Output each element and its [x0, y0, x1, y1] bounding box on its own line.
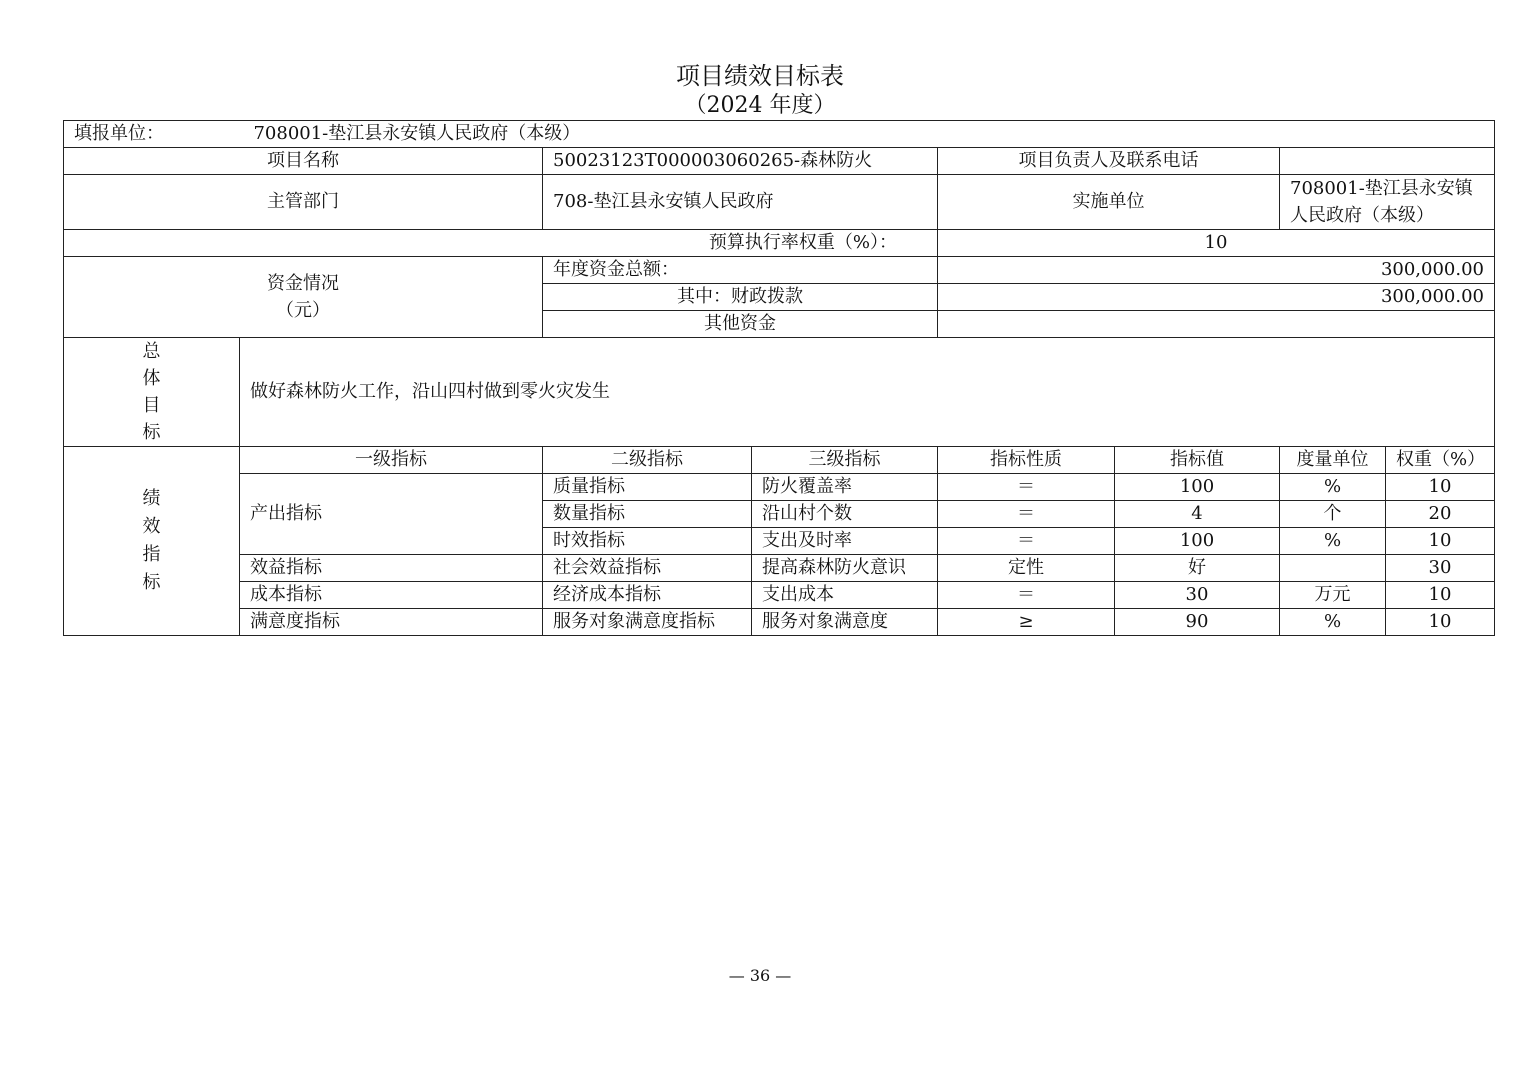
perf-label-char: 效: [142, 516, 161, 537]
level2-cell: 服务对象满意度指标: [543, 609, 752, 636]
col-header-weight: 权重（%）: [1386, 447, 1495, 474]
impl-value-line1: 708001-垫江县永安镇: [1290, 178, 1473, 199]
document-title: 项目绩效目标表: [676, 62, 844, 90]
level2-cell: 社会效益指标: [543, 555, 752, 582]
budget-rate-value: 10: [938, 230, 1495, 257]
nature-cell: ＝: [938, 582, 1115, 609]
goal-label-char: 标: [142, 422, 161, 443]
value-cell: 好: [1115, 555, 1280, 582]
funds-fiscal-label: 其中：财政拨款: [543, 284, 938, 311]
unit-label: 填报单位：: [74, 123, 164, 144]
col-header-value: 指标值: [1115, 447, 1280, 474]
funds-label: [64, 257, 543, 338]
perf-label-char: 指: [142, 544, 161, 565]
level2-cell: 质量指标: [543, 474, 752, 501]
impl-value-line2: 人民政府（本级）: [1290, 205, 1434, 226]
weight-cell: 10: [1386, 582, 1495, 609]
value-cell: 30: [1115, 582, 1280, 609]
dept-label: 主管部门: [64, 175, 543, 230]
col-header-level2: 二级指标: [543, 447, 752, 474]
contact-label: 项目负责人及联系电话: [938, 148, 1280, 175]
value-cell: 90: [1115, 609, 1280, 636]
goal-row: [64, 338, 1495, 447]
unit-cell: [64, 121, 1495, 148]
funds-label-line2: （元）: [276, 300, 330, 321]
col-header-level3: 三级指标: [752, 447, 938, 474]
weight-cell: 30: [1386, 555, 1495, 582]
perf-header-row: [64, 447, 1495, 474]
level3-cell: 提高森林防火意识: [752, 555, 938, 582]
goal-label: [64, 338, 240, 447]
dept-value: 708-垫江县永安镇人民政府: [543, 175, 938, 230]
level2-cell: 时效指标: [543, 528, 752, 555]
level3-cell: 防火覆盖率: [752, 474, 938, 501]
perf-label-char: 绩: [142, 488, 161, 509]
col-header-unit: 度量单位: [1280, 447, 1386, 474]
performance-goal-table: [63, 120, 1495, 636]
funds-other-label: 其他资金: [543, 311, 938, 338]
level3-cell: 沿山村个数: [752, 501, 938, 528]
project-name-label: 项目名称: [64, 148, 543, 175]
project-name-row: [64, 148, 1495, 175]
unit-cell: 个: [1280, 501, 1386, 528]
unit-value: 708001-垫江县永安镇人民政府（本级）: [253, 123, 581, 144]
perf-label: [64, 447, 240, 636]
funds-total-value: 300,000.00: [938, 257, 1495, 284]
table-row: [64, 609, 1495, 636]
impl-label: 实施单位: [938, 175, 1280, 230]
unit-cell: 万元: [1280, 582, 1386, 609]
funds-total-row: [64, 257, 1495, 284]
level1-cell: 产出指标: [240, 474, 543, 555]
nature-cell: ＝: [938, 501, 1115, 528]
col-header-level1: 一级指标: [240, 447, 543, 474]
impl-value: [1280, 175, 1495, 230]
funds-label-line1: 资金情况: [267, 273, 339, 294]
level1-cell: 成本指标: [240, 582, 543, 609]
unit-row: [64, 121, 1495, 148]
level1-cell: 效益指标: [240, 555, 543, 582]
nature-cell: ＝: [938, 474, 1115, 501]
department-row: [64, 175, 1495, 230]
level3-cell: 支出成本: [752, 582, 938, 609]
table-row: [64, 582, 1495, 609]
value-cell: 100: [1115, 474, 1280, 501]
budget-rate-label: 预算执行率权重（%）：: [64, 230, 938, 257]
goal-label-char: 体: [142, 368, 161, 389]
goal-label-char: 总: [142, 341, 161, 362]
document-subtitle: （2024 年度）: [684, 93, 836, 118]
level3-cell: 支出及时率: [752, 528, 938, 555]
goal-text: 做好森林防火工作，沿山四村做到零火灾发生: [240, 338, 1495, 447]
level2-cell: 数量指标: [543, 501, 752, 528]
table-row: [64, 474, 1495, 501]
funds-fiscal-value: 300,000.00: [938, 284, 1495, 311]
unit-cell: [1280, 555, 1386, 582]
weight-cell: 10: [1386, 528, 1495, 555]
weight-cell: 10: [1386, 609, 1495, 636]
level2-cell: 经济成本指标: [543, 582, 752, 609]
value-cell: 100: [1115, 528, 1280, 555]
level1-cell: 满意度指标: [240, 609, 543, 636]
unit-cell: %: [1280, 609, 1386, 636]
nature-cell: 定性: [938, 555, 1115, 582]
contact-value: [1280, 148, 1495, 175]
funds-total-label: 年度资金总额：: [543, 257, 938, 284]
funds-other-value: [938, 311, 1495, 338]
nature-cell: ≥: [938, 609, 1115, 636]
weight-cell: 20: [1386, 501, 1495, 528]
level3-cell: 服务对象满意度: [752, 609, 938, 636]
weight-cell: 10: [1386, 474, 1495, 501]
page-number: — 36 —: [728, 966, 792, 985]
table-row: [64, 555, 1495, 582]
unit-cell: %: [1280, 528, 1386, 555]
value-cell: 4: [1115, 501, 1280, 528]
budget-rate-row: [64, 230, 1495, 257]
project-name-value: 50023123T000003060265-森林防火: [543, 148, 938, 175]
nature-cell: ＝: [938, 528, 1115, 555]
unit-cell: %: [1280, 474, 1386, 501]
col-header-nature: 指标性质: [938, 447, 1115, 474]
goal-label-char: 目: [142, 395, 161, 416]
perf-label-char: 标: [142, 572, 161, 593]
